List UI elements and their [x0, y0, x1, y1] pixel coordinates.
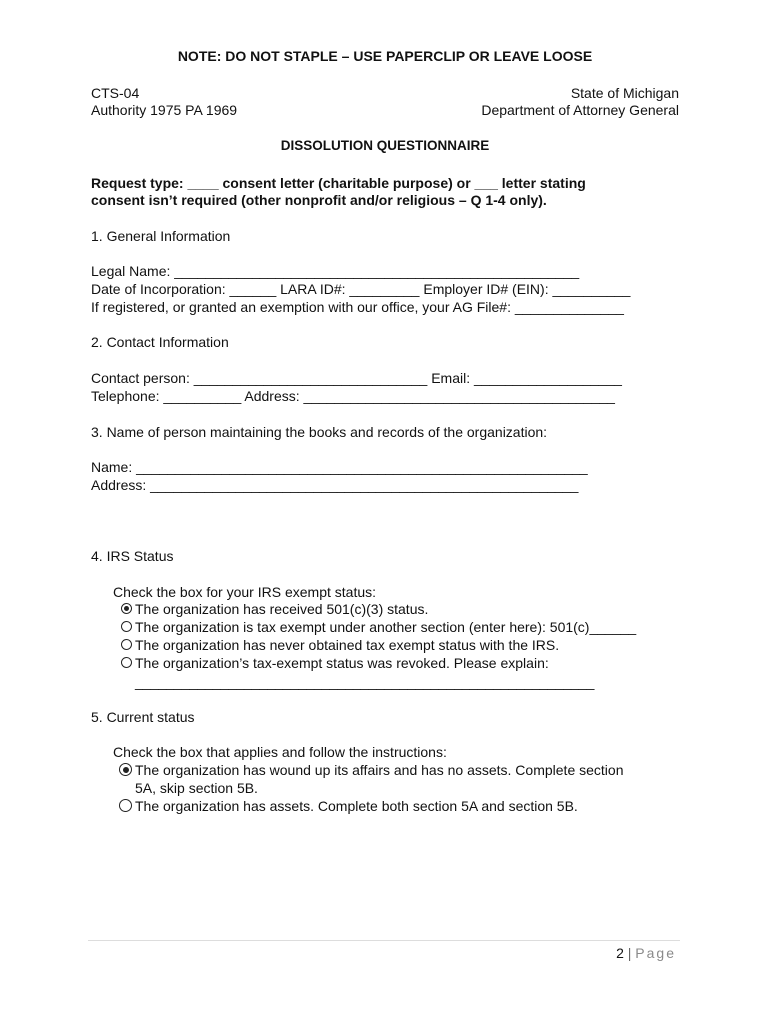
telephone-field[interactable]: Telephone: __________ Address: ________________________________________ [91, 388, 615, 404]
status-option-label: The organization has wound up its affairs and has no assets. Complete section [135, 762, 624, 778]
irs-option-label: The organization’s tax-exempt status was revoked. Please explain: [135, 655, 549, 671]
page-footer [616, 944, 676, 962]
page-number: 2 [616, 945, 624, 961]
records-name-field[interactable]: Name: __________________________________________________________ [91, 459, 588, 475]
irs-option-radio[interactable] [121, 603, 132, 614]
section5-instruction: Check the box that applies and follow the instructions: [113, 744, 447, 760]
form-code: CTS-04 [91, 85, 140, 101]
legal-name-field[interactable]: Legal Name: ____________________________________________________ [91, 263, 580, 279]
irs-option-radio[interactable] [121, 657, 132, 668]
footer-divider [88, 940, 680, 941]
irs-option-label: The organization is tax exempt under another section (enter here): 501(c)______ [135, 619, 637, 635]
contact-field[interactable]: Contact person: ______________________________ Email: ___________________ [91, 370, 622, 386]
request-type-line2: consent isn’t required (other nonprofit and/or religious – Q 1-4 only). [91, 192, 547, 208]
status-option-radio[interactable] [119, 799, 132, 812]
page-label: Page [635, 945, 676, 961]
irs-option-label: The organization has received 501(c)(3) status. [135, 601, 429, 617]
records-address-field[interactable]: Address: _______________________________________________________ [91, 477, 579, 493]
irs-option-radio[interactable] [121, 639, 132, 650]
irs-option-radio[interactable] [121, 621, 132, 632]
explain-field[interactable]: ___________________________________________________________ [135, 674, 595, 690]
state-name: State of Michigan [570, 85, 679, 101]
page-separator: | [627, 945, 632, 961]
section4-heading: 4. IRS Status [91, 548, 174, 564]
section2-heading: 2. Contact Information [91, 334, 229, 350]
notice: NOTE: DO NOT STAPLE – USE PAPERCLIP OR LEAVE LOOSE [177, 48, 593, 64]
irs-option-label: The organization has never obtained tax exempt status with the IRS. [135, 637, 560, 653]
section4-instruction: Check the box for your IRS exempt status: [113, 584, 377, 600]
request-type-line1[interactable]: Request type: ____ consent letter (charitable purpose) or ___ letter stating [91, 175, 586, 191]
department-name: Department of Attorney General [481, 102, 679, 118]
status-option-radio[interactable] [119, 763, 132, 776]
page-title: DISSOLUTION QUESTIONNAIRE [280, 138, 490, 153]
section5-heading: 5. Current status [91, 709, 195, 725]
status-option-label-cont: 5A, skip section 5B. [135, 780, 258, 796]
section1-heading: 1. General Information [91, 228, 231, 244]
incorporation-field[interactable]: Date of Incorporation: ______ LARA ID#: _________ Employer ID# (EIN): __________ [91, 281, 631, 297]
ag-file-field[interactable]: If registered, or granted an exemption with our office, your AG File#: ______________ [91, 299, 624, 315]
authority: Authority 1975 PA 1969 [91, 102, 238, 118]
section3-heading: 3. Name of person maintaining the books and records of the organization: [91, 424, 548, 440]
status-option-label: The organization has assets. Complete both section 5A and section 5B. [135, 798, 578, 814]
